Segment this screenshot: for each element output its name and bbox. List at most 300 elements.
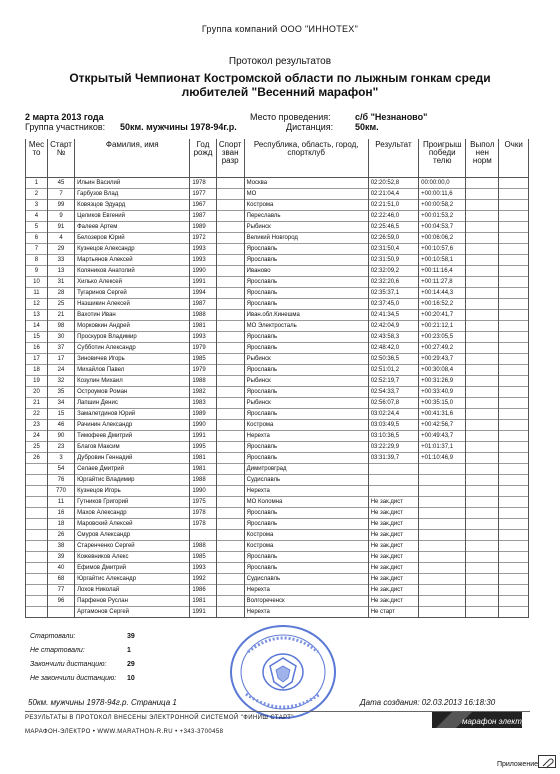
col-bib-cell: 28 [47,288,74,299]
col-name-cell: Кузнецов Александр [75,244,190,255]
col-norm-cell [466,354,499,365]
col-region-cell: Великий Новгород [244,233,368,244]
table-row [26,387,529,398]
col-name-cell: Кожевников Алекс [75,552,190,563]
paperclip-icon [539,758,555,769]
col-year-cell: 1993 [190,244,216,255]
group-label: Группа участников: [25,122,106,132]
stat-label: Стартовали: [30,633,76,640]
col-year-cell: 1985 [190,354,216,365]
col-name-cell: Дубровин Геннадий [75,453,190,464]
col-points-cell [499,431,529,442]
col-year-cell: 1987 [190,211,216,222]
col-points-cell [499,442,529,453]
col-place-cell [26,563,48,574]
col-gap-cell: +00:33:40,9 [419,387,466,398]
col-result-cell: Не зак.дист [368,530,418,541]
col-year-cell: 1978 [190,508,216,519]
company-name: Группа компаний ООО "ИННОТЕХ" [201,24,359,34]
col-bib-cell: 37 [47,343,74,354]
col-name-cell: Морковкин Андрей [75,321,190,332]
col-result-cell [368,464,418,475]
col-result-cell: Не зак.дист [368,552,418,563]
col-name-cell: Белозеров Юрий [75,233,190,244]
col-bib-cell: 29 [47,244,74,255]
col-bib-cell: 3 [47,453,74,464]
col-place-cell [26,541,48,552]
col-place-cell: 12 [26,299,48,310]
col-result-cell: Не зак.дист [368,497,418,508]
table-row [26,211,529,222]
col-rank-cell [216,321,244,332]
event-title [0,71,560,99]
col-place-cell: 7 [26,244,48,255]
col-points-cell [499,420,529,431]
col-rank-cell [216,409,244,420]
col-place-cell: 6 [26,233,48,244]
col-rank-cell [216,563,244,574]
col-gap-cell: +00:01:53,2 [419,211,466,222]
stat-value: 1 [127,647,131,654]
col-rank-cell [216,354,244,365]
col-place-cell: 8 [26,255,48,266]
col-bib-cell: 4 [47,233,74,244]
col-region-cell: Ярославль [244,277,368,288]
col-region-cell: Нерехта [244,585,368,596]
venue-value: с/б "Незнаново" [355,112,428,122]
col-region-cell: Кострома [244,420,368,431]
col-region-cell: Кострома [244,541,368,552]
table-row [26,354,529,365]
footer-page-info: 50км. мужчины 1978-94г.р. Страница 1 [28,698,177,707]
col-result-cell: 02:32:09,2 [368,266,418,277]
col-gap-cell: +00:16:52,2 [419,299,466,310]
col-gap-cell [419,574,466,585]
col-rank-cell [216,244,244,255]
col-year-cell: 1992 [190,574,216,585]
col-gap-cell: +00:20:41,7 [419,310,466,321]
col-rank-cell [216,530,244,541]
col-bib-cell: 26 [47,530,74,541]
attachment-icon[interactable] [538,755,556,768]
col-place-cell: 10 [26,277,48,288]
col-rank-cell [216,299,244,310]
col-name-cell: Ильин Василий [75,178,190,189]
table-row [26,519,529,530]
col-result-cell: 03:02:24,4 [368,409,418,420]
col-points-cell [499,541,529,552]
col-region-cell: МО Коломна [244,497,368,508]
col-norm-cell [466,387,499,398]
col-norm-cell [466,266,499,277]
col-region-cell: Ярославль [244,508,368,519]
col-result-cell: 02:37:45,0 [368,299,418,310]
col-result-cell: Не зак.дист [368,508,418,519]
col-region-cell: Рыбинск [244,354,368,365]
stat-label: Не закончили дистанцию: [30,675,117,682]
col-points-cell [499,354,529,365]
stats-block [30,630,135,686]
col-gap-cell [419,552,466,563]
col-year-cell: 1981 [190,453,216,464]
col-norm-cell [466,409,499,420]
col-name-cell: Смуров Александр [75,530,190,541]
col-year-header: Год рожд [190,139,216,178]
col-gap-cell: 00:00:00,0 [419,178,466,189]
col-name-cell: Маровский Алексей [75,519,190,530]
col-rank-cell [216,310,244,321]
col-year-cell: 1981 [190,596,216,607]
col-region-cell: Нерехта [244,607,368,618]
col-region-cell: Рыбинск [244,222,368,233]
col-region-cell: Ярославль [244,365,368,376]
group-value: 50км. мужчины 1978-94г.р. [120,122,237,132]
col-points-cell [499,497,529,508]
col-result-cell: 02:32:20,6 [368,277,418,288]
col-place-cell: 19 [26,376,48,387]
col-name-cell: Мартьянов Алексей [75,255,190,266]
col-name-cell: Замалетдинов Юрий [75,409,190,420]
results-table [25,139,529,618]
col-result-cell: 02:21:51,0 [368,200,418,211]
col-gap-cell [419,486,466,497]
col-year-cell: 1995 [190,442,216,453]
col-place-cell: 23 [26,420,48,431]
col-rank-cell [216,607,244,618]
col-rank-cell [216,453,244,464]
col-norm-cell [466,255,499,266]
col-region-cell: Ярославль [244,519,368,530]
col-region-cell: Ярославль [244,409,368,420]
protocol-heading: Протокол результатов [228,56,332,67]
col-rank-cell [216,266,244,277]
col-year-cell: 1991 [190,277,216,288]
col-gap-cell: +00:10:57,6 [419,244,466,255]
col-points-cell [499,222,529,233]
col-year-cell: 1982 [190,387,216,398]
col-norm-cell [466,541,499,552]
col-norm-cell [466,497,499,508]
event-date: 2 марта 2013 года [25,112,104,122]
col-bib-cell: 90 [47,431,74,442]
col-gap-cell: +00:49:43,7 [419,431,466,442]
col-gap-cell: +00:21:12,1 [419,321,466,332]
col-points-cell [499,310,529,321]
col-name-cell: Лохов Николай [75,585,190,596]
col-rank-cell [216,277,244,288]
col-rank-cell [216,585,244,596]
col-points-cell [499,596,529,607]
col-norm-cell [466,365,499,376]
col-place-cell: 3 [26,200,48,211]
col-result-cell: 03:10:36,5 [368,431,418,442]
col-place-cell: 15 [26,332,48,343]
col-name-cell: Субботин Александр [75,343,190,354]
col-year-cell: 1979 [190,343,216,354]
col-result-cell: Не зак.дист [368,563,418,574]
col-year-cell: 1990 [190,486,216,497]
table-row [26,178,529,189]
col-name-cell: Юргайтис Владимир [75,475,190,486]
col-region-cell: Иван.обл.Кинешма [244,310,368,321]
col-region-cell: Ярославль [244,244,368,255]
col-place-cell: 5 [26,222,48,233]
col-bib-cell: 54 [47,464,74,475]
col-year-cell: 1993 [190,332,216,343]
col-place-cell: 25 [26,442,48,453]
col-place-cell [26,574,48,585]
col-bib-cell: 25 [47,299,74,310]
col-year-cell: 1986 [190,585,216,596]
table-row [26,508,529,519]
col-gap-cell [419,607,466,618]
col-rank-cell [216,222,244,233]
col-place-cell [26,607,48,618]
col-points-cell [499,178,529,189]
col-rank-cell [216,508,244,519]
col-norm-cell [466,420,499,431]
col-gap-cell: +00:29:43,7 [419,354,466,365]
col-bib-cell: 39 [47,552,74,563]
table-row [26,574,529,585]
col-year-cell: 1975 [190,497,216,508]
col-bib-cell: 16 [47,508,74,519]
col-gap-cell [419,530,466,541]
col-place-cell [26,464,48,475]
col-name-cell: Целиков Евгений [75,211,190,222]
col-place-cell [26,552,48,563]
col-rank-cell [216,442,244,453]
col-norm-cell [466,310,499,321]
table-row [26,563,529,574]
col-name-cell: Тимофеев Дмитрий [75,431,190,442]
col-points-cell [499,244,529,255]
col-result-cell: 02:56:07,8 [368,398,418,409]
col-year-cell: 1991 [190,431,216,442]
col-gap-cell [419,519,466,530]
col-year-cell: 1985 [190,552,216,563]
col-result-cell: 02:31:50,9 [368,255,418,266]
col-norm-cell [466,530,499,541]
table-row [26,431,529,442]
col-rank-cell [216,420,244,431]
col-name-cell: Ефимов Дмитрий [75,563,190,574]
col-points-cell [499,453,529,464]
col-gap-cell [419,464,466,475]
col-points-cell [499,365,529,376]
col-region-cell: Ярославль [244,288,368,299]
col-norm-cell [466,519,499,530]
col-rank-header: Спорт зван разр [216,139,244,178]
table-row [26,321,529,332]
table-row [26,310,529,321]
table-row [26,475,529,486]
col-result-header: Результат [368,139,418,178]
col-bib-cell: 34 [47,398,74,409]
col-rank-cell [216,211,244,222]
col-year-cell: 1978 [190,178,216,189]
col-place-cell: 18 [26,365,48,376]
col-gap-cell: +00:42:56,7 [419,420,466,431]
col-region-cell: Ярославль [244,332,368,343]
table-row [26,585,529,596]
stat-finished [30,658,135,672]
col-name-cell: Тугаринов Сергей [75,288,190,299]
col-name-cell: Назшикин Алексей [75,299,190,310]
table-row [26,255,529,266]
col-result-cell [368,475,418,486]
col-name-cell: Гутников Григорий [75,497,190,508]
col-norm-cell [466,442,499,453]
col-points-cell [499,343,529,354]
col-result-cell: Не зак.дист [368,596,418,607]
col-gap-cell: +00:27:49,2 [419,343,466,354]
col-place-header: Мес то [26,139,48,178]
event-title-line-2: любителей "Весенний марафон" [181,85,379,99]
col-norm-cell [466,288,499,299]
col-region-cell: Ярославль [244,453,368,464]
col-year-cell: 1972 [190,233,216,244]
official-stamp-seal [228,622,338,722]
col-rank-cell [216,332,244,343]
table-row [26,299,529,310]
col-norm-cell [466,585,499,596]
col-norm-cell [466,398,499,409]
col-year-cell: 1981 [190,321,216,332]
table-row [26,420,529,431]
col-bib-header: Старт № [47,139,74,178]
col-year-cell: 1967 [190,200,216,211]
table-row [26,332,529,343]
col-year-cell: 1988 [190,310,216,321]
col-rank-cell [216,255,244,266]
col-name-cell: Старенченко Сергей [75,541,190,552]
attachment-label: Приложение [496,761,538,768]
col-points-cell [499,475,529,486]
col-points-cell [499,409,529,420]
col-rank-cell [216,596,244,607]
col-result-cell: 02:26:59,0 [368,233,418,244]
logo-text: марафон электро [462,717,531,726]
col-bib-cell: 18 [47,519,74,530]
col-name-cell: Зиновичев Игорь [75,354,190,365]
col-norm-cell [466,222,499,233]
table-row [26,486,529,497]
col-result-cell: 02:43:58,3 [368,332,418,343]
col-region-cell: Ярославль [244,442,368,453]
col-result-cell: 02:21:04,4 [368,189,418,200]
col-bib-cell: 46 [47,420,74,431]
table-row [26,442,529,453]
col-result-cell: 03:03:49,5 [368,420,418,431]
col-points-cell [499,321,529,332]
col-norm-cell [466,431,499,442]
col-region-cell: МО Электросталь [244,321,368,332]
col-gap-cell [419,497,466,508]
col-points-cell [499,332,529,343]
col-year-cell: 1988 [190,541,216,552]
col-gap-cell: +00:10:58,1 [419,255,466,266]
col-bib-cell: 21 [47,310,74,321]
col-gap-cell [419,541,466,552]
col-rank-cell [216,200,244,211]
col-norm-cell [466,343,499,354]
col-place-cell: 4 [26,211,48,222]
col-year-cell [190,530,216,541]
table-row [26,343,529,354]
col-gap-cell [419,563,466,574]
col-year-cell: 1978 [190,519,216,530]
col-region-cell: Судиславль [244,475,368,486]
col-rank-cell [216,387,244,398]
stat-value: 39 [127,633,135,640]
col-name-header: Фамилия, имя [75,139,190,178]
col-region-cell: Москва [244,178,368,189]
col-region-header: Республика, область, город, спортклуб [244,139,368,178]
col-place-cell [26,475,48,486]
table-row [26,244,529,255]
col-points-cell [499,189,529,200]
col-place-cell: 1 [26,178,48,189]
col-norm-cell [466,464,499,475]
table-row [26,607,529,618]
col-gap-header: Проигрыш победи телю [419,139,466,178]
col-name-cell: Хилько Алексей [75,277,190,288]
col-points-cell [499,398,529,409]
col-points-cell [499,585,529,596]
col-year-cell: 1990 [190,420,216,431]
col-bib-cell: 17 [47,354,74,365]
col-points-cell [499,607,529,618]
col-name-cell: Благов Максим [75,442,190,453]
col-points-cell [499,552,529,563]
col-bib-cell: 91 [47,222,74,233]
col-result-cell: 02:41:34,5 [368,310,418,321]
col-name-cell: Кузнецов Игорь [75,486,190,497]
table-row [26,189,529,200]
col-points-cell [499,508,529,519]
col-gap-cell [419,475,466,486]
col-norm-cell [466,552,499,563]
col-name-cell: Вахотин Иван [75,310,190,321]
col-gap-cell [419,596,466,607]
col-norm-cell [466,299,499,310]
col-result-cell: Не зак.дист [368,541,418,552]
table-row [26,530,529,541]
col-region-cell: Ярославль [244,299,368,310]
col-norm-cell [466,508,499,519]
footer-system-line: РЕЗУЛЬТАТЫ В ПРОТОКОЛ ВНЕСЕНЫ ЭЛЕКТРОННОЙ СИСТЕМОЙ "ФИНИШ СТАРТ" [25,715,294,721]
col-result-cell: 02:42:04,9 [368,321,418,332]
footer-contacts-line: МАРАФОН-ЭЛЕКТРО • WWW.MARATHON-R.RU • +343-3700458 [25,729,224,735]
col-points-header: Очки [499,139,529,178]
col-place-cell [26,530,48,541]
col-rank-cell [216,288,244,299]
table-row [26,365,529,376]
col-points-cell [499,255,529,266]
col-bib-cell: 68 [47,574,74,585]
col-rank-cell [216,431,244,442]
col-gap-cell: +00:00:58,2 [419,200,466,211]
stat-not-started [30,644,131,658]
stat-not-finished [30,672,135,686]
col-gap-cell: +00:11:16,4 [419,266,466,277]
col-norm-cell [466,211,499,222]
col-gap-cell: +00:14:44,3 [419,288,466,299]
col-region-cell: Димитровград [244,464,368,475]
col-gap-cell: +01:10:46,9 [419,453,466,464]
col-norm-cell [466,607,499,618]
